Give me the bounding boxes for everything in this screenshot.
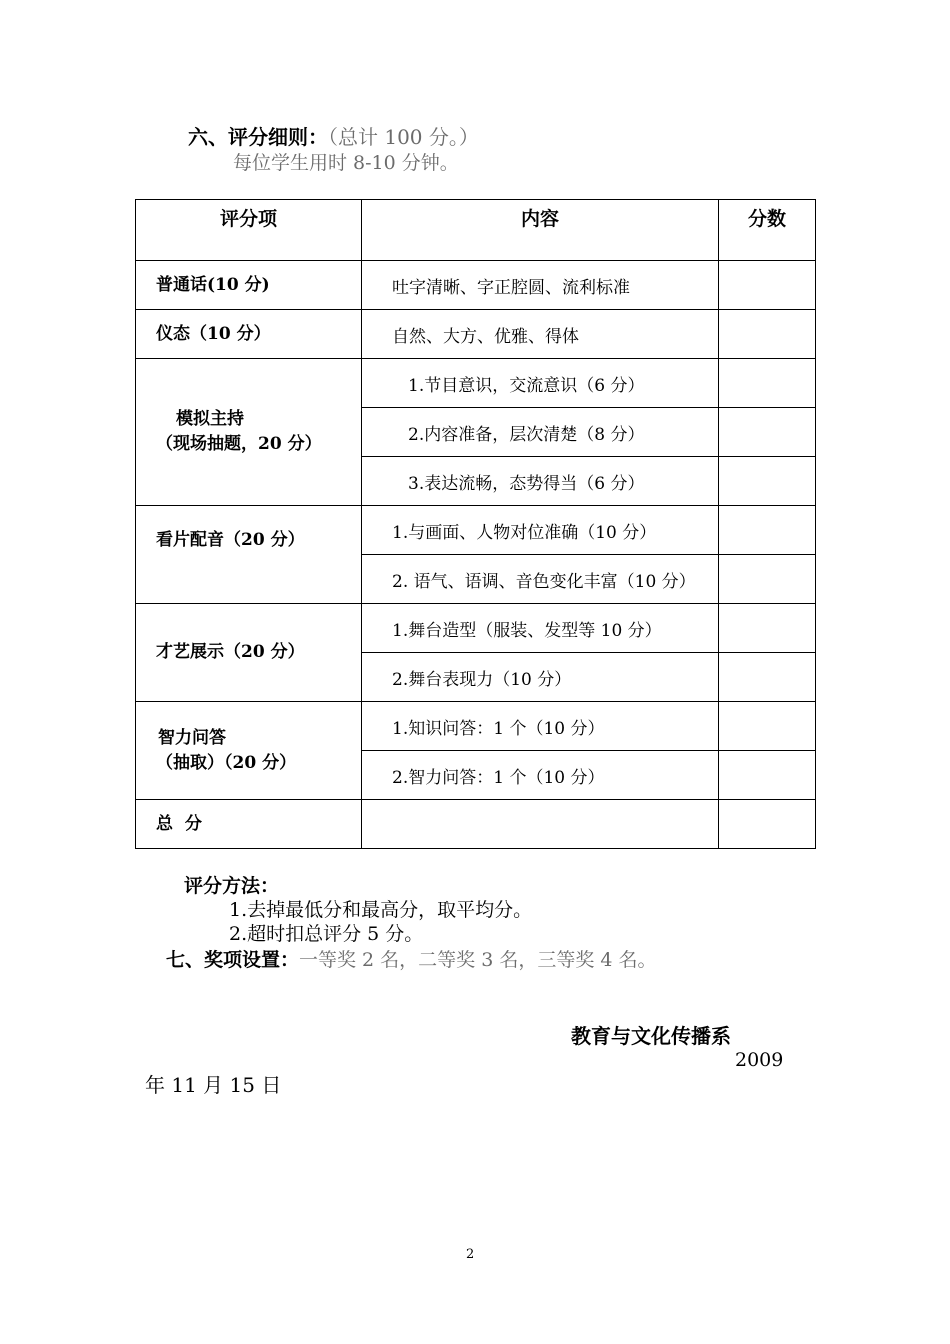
item-name-line: （现场抽题，20 分） bbox=[156, 434, 322, 454]
section-7-text: 一等奖 2 名，二等奖 3 名，三等奖 4 名。 bbox=[299, 949, 657, 971]
score-cell[interactable] bbox=[719, 751, 816, 800]
method-item: 1.去掉最低分和最高分，取平均分。 bbox=[229, 899, 533, 921]
item-name-line: （抽取）（20 分） bbox=[156, 752, 297, 773]
item-name bbox=[136, 310, 362, 359]
table-row bbox=[136, 359, 816, 408]
score-cell[interactable] bbox=[719, 604, 816, 653]
scoring-table bbox=[135, 199, 816, 849]
section-6-title-rest: （总计 100 分。） bbox=[328, 125, 479, 149]
item-content: 2.智力问答：1 个（10 分） bbox=[362, 751, 719, 800]
item-content: 吐字清晰、字正腔圆、流利标准 bbox=[362, 261, 719, 310]
header-score: 分数 bbox=[719, 200, 816, 261]
table-row bbox=[136, 604, 816, 653]
table-header-row bbox=[136, 200, 816, 261]
signature-department: 教育与文化传播系 bbox=[571, 1024, 731, 1048]
item-content: 1.节目意识，交流意识（6 分） bbox=[362, 359, 719, 408]
item-content: 2.舞台表现力（10 分） bbox=[362, 653, 719, 702]
item-content: 1.舞台造型（服装、发型等 10 分） bbox=[362, 604, 719, 653]
section-6-title-bold: 六、评分细则： bbox=[188, 125, 328, 149]
table-row bbox=[136, 702, 816, 751]
item-content: 自然、大方、优雅、得体 bbox=[362, 310, 719, 359]
score-cell[interactable] bbox=[719, 653, 816, 702]
signature-year: 2009 bbox=[735, 1049, 784, 1071]
item-name bbox=[136, 261, 362, 310]
item-name bbox=[136, 359, 362, 506]
total-label: 总 分 bbox=[136, 800, 362, 849]
table-row bbox=[136, 506, 816, 555]
item-name-line: 才艺展示（20 分） bbox=[156, 642, 305, 662]
score-cell[interactable] bbox=[719, 261, 816, 310]
header-item: 评分项 bbox=[136, 200, 362, 261]
table-row bbox=[136, 261, 816, 310]
section-6-subtitle: 每位学生用时 8-10 分钟。 bbox=[233, 152, 459, 174]
method-title: 评分方法： bbox=[184, 875, 280, 897]
item-name-line: 模拟主持 bbox=[176, 409, 244, 429]
header-content: 内容 bbox=[362, 200, 719, 261]
total-score-cell[interactable] bbox=[719, 800, 816, 849]
item-content: 1.知识问答：1 个（10 分） bbox=[362, 702, 719, 751]
score-cell[interactable] bbox=[719, 408, 816, 457]
item-name bbox=[136, 506, 362, 604]
item-name-line: 看片配音（20 分） bbox=[156, 530, 305, 550]
score-cell[interactable] bbox=[719, 555, 816, 604]
score-cell[interactable] bbox=[719, 310, 816, 359]
item-name-line: 仪态（10 分） bbox=[156, 323, 271, 344]
item-name bbox=[136, 604, 362, 702]
item-content: 3.表达流畅，态势得当（6 分） bbox=[362, 457, 719, 506]
section-6-title bbox=[188, 124, 479, 150]
score-cell[interactable] bbox=[719, 359, 816, 408]
signature-date: 年 11 月 15 日 bbox=[145, 1073, 282, 1097]
score-cell[interactable] bbox=[719, 702, 816, 751]
score-cell[interactable] bbox=[719, 457, 816, 506]
item-name-line: 智力问答 bbox=[158, 727, 226, 748]
item-content: 2.内容准备，层次清楚（8 分） bbox=[362, 408, 719, 457]
total-content-cell bbox=[362, 800, 719, 849]
item-name-line: 普通话(10 分) bbox=[156, 274, 270, 295]
item-content: 1.与画面、人物对位准确（10 分） bbox=[362, 506, 719, 555]
section-7 bbox=[166, 947, 657, 973]
section-7-title: 七、奖项设置： bbox=[166, 949, 300, 971]
table-row bbox=[136, 310, 816, 359]
method-item: 2.超时扣总评分 5 分。 bbox=[229, 923, 424, 945]
item-content: 2. 语气、语调、音色变化丰富（10 分） bbox=[362, 555, 719, 604]
score-cell[interactable] bbox=[719, 506, 816, 555]
item-name bbox=[136, 702, 362, 800]
page-number: 2 bbox=[466, 1247, 475, 1262]
table-total-row bbox=[136, 800, 816, 849]
